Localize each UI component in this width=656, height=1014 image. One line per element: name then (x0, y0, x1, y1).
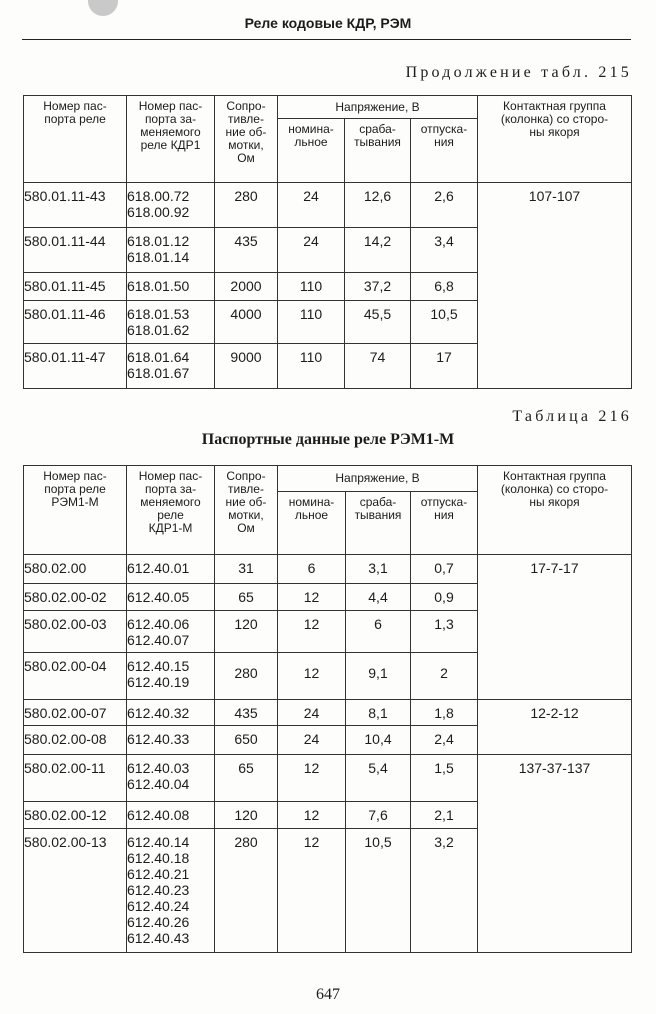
header-voltage: Напряжение, В (278, 466, 478, 492)
header-replaced-passport: Номер пас- порта за- меняемого реле КДР1 (127, 96, 215, 183)
pickup-voltage-cell: 9,1 (346, 653, 411, 700)
pickup-voltage-cell: 10,5 (346, 829, 411, 953)
release-voltage-cell: 6,8 (411, 273, 478, 301)
header-rule (22, 39, 631, 40)
replaced-passport-cell: 618.00.72 618.00.92 (127, 183, 215, 228)
contact-group-cell: 12-2-12 (478, 700, 632, 755)
resistance-cell: 2000 (215, 273, 278, 301)
replaced-passport-cell: 618.01.53 618.01.62 (127, 301, 215, 344)
resistance-cell: 65 (215, 584, 278, 611)
header-passport: Номер пас- порта реле РЭМ1-М (24, 466, 127, 555)
passport-cell: 580.01.11-44 (24, 228, 127, 273)
running-head: Реле кодовые КДР, РЭМ (244, 15, 412, 31)
header-nominal: номина- льное (278, 492, 346, 555)
nominal-voltage-cell: 12 (278, 653, 346, 700)
passport-cell: 580.02.00-12 (24, 802, 127, 829)
header-release: отпуска- ния (411, 492, 478, 555)
passport-cell: 580.02.00-08 (24, 726, 127, 755)
replaced-passport-cell: 618.01.50 (127, 273, 215, 301)
table-215 (23, 95, 632, 389)
nominal-voltage-cell: 12 (278, 755, 346, 802)
table-row (24, 700, 632, 726)
replaced-passport-cell: 612.40.08 (127, 802, 215, 829)
nominal-voltage-cell: 12 (278, 829, 346, 953)
pickup-voltage-cell: 8,1 (346, 700, 411, 726)
pickup-voltage-cell: 74 (345, 344, 411, 389)
release-voltage-cell: 0,9 (411, 584, 478, 611)
resistance-cell: 120 (215, 802, 278, 829)
passport-cell: 580.02.00-07 (24, 700, 127, 726)
resistance-cell: 31 (215, 555, 278, 584)
replaced-passport-cell: 612.40.01 (127, 555, 215, 584)
replaced-passport-cell: 612.40.14 612.40.18 612.40.21 612.40.23 612.40.24 612.40.26 612.40.43 (127, 829, 215, 953)
header-contact-group: Контактная группа (колонка) со сторо- ны якоря (478, 96, 632, 183)
table-row (24, 755, 632, 802)
header-resistance: Сопро- тивле- ние об- мотки, Ом (215, 96, 278, 183)
nominal-voltage-cell: 12 (278, 611, 346, 653)
pickup-voltage-cell: 37,2 (345, 273, 411, 301)
release-voltage-cell: 2,4 (411, 726, 478, 755)
release-voltage-cell: 17 (411, 344, 478, 389)
release-voltage-cell: 0,7 (411, 555, 478, 584)
replaced-passport-cell: 612.40.05 (127, 584, 215, 611)
passport-cell: 580.02.00-02 (24, 584, 127, 611)
passport-cell: 580.02.00-13 (24, 829, 127, 953)
page-number: 647 (316, 986, 340, 1003)
passport-cell: 580.02.00-11 (24, 755, 127, 802)
nominal-voltage-cell: 24 (278, 228, 345, 273)
resistance-cell: 65 (215, 755, 278, 802)
pickup-voltage-cell: 5,4 (346, 755, 411, 802)
pickup-voltage-cell: 7,6 (346, 802, 411, 829)
pickup-voltage-cell: 14,2 (345, 228, 411, 273)
table-216-caption: Таблица 216 (512, 408, 632, 425)
replaced-passport-cell: 612.40.03 612.40.04 (127, 755, 215, 802)
nominal-voltage-cell: 12 (278, 802, 346, 829)
resistance-cell: 9000 (215, 344, 278, 389)
table-216 (23, 465, 632, 953)
release-voltage-cell: 2 (411, 653, 478, 700)
release-voltage-cell: 2,1 (411, 802, 478, 829)
replaced-passport-cell: 618.01.64 618.01.67 (127, 344, 215, 389)
replaced-passport-cell: 612.40.32 (127, 700, 215, 726)
passport-cell: 580.01.11-43 (24, 183, 127, 228)
header-voltage: Напряжение, В (278, 96, 478, 119)
header-resistance: Сопро- тивле- ние об- мотки, Ом (215, 466, 278, 555)
header-contact-group: Контактная группа (колонка) со сторо- ны якоря (478, 466, 632, 555)
table-row (24, 183, 632, 228)
table-216-title: Паспортные данные реле РЭМ1-М (201, 431, 455, 448)
nominal-voltage-cell: 110 (278, 301, 345, 344)
resistance-cell: 280 (215, 829, 278, 953)
passport-cell: 580.01.11-46 (24, 301, 127, 344)
header-replaced-passport: Номер пас- порта за- меняемого реле КДР1-М (127, 466, 215, 555)
passport-cell: 580.02.00-04 (24, 653, 127, 700)
release-voltage-cell: 1,3 (411, 611, 478, 653)
passport-cell: 580.01.11-45 (24, 273, 127, 301)
header-passport: Номер пас- порта реле (24, 96, 127, 183)
pickup-voltage-cell: 10,4 (346, 726, 411, 755)
page-corner-mark (88, 0, 118, 16)
pickup-voltage-cell: 45,5 (345, 301, 411, 344)
contact-group-cell: 107-107 (478, 183, 632, 389)
pickup-voltage-cell: 4,4 (346, 584, 411, 611)
resistance-cell: 650 (215, 726, 278, 755)
replaced-passport-cell: 612.40.06 612.40.07 (127, 611, 215, 653)
resistance-cell: 280 (215, 183, 278, 228)
header-nominal: номина- льное (278, 119, 345, 183)
header-release: отпуска- ния (411, 119, 478, 183)
contact-group-cell: 137-37-137 (478, 755, 632, 953)
release-voltage-cell: 3,2 (411, 829, 478, 953)
nominal-voltage-cell: 12 (278, 584, 346, 611)
resistance-cell: 280 (215, 653, 278, 700)
table-215-caption: Продолжение табл. 215 (405, 64, 632, 81)
passport-cell: 580.01.11-47 (24, 344, 127, 389)
resistance-cell: 435 (215, 228, 278, 273)
replaced-passport-cell: 612.40.33 (127, 726, 215, 755)
header-pickup: сраба- тывания (345, 119, 411, 183)
release-voltage-cell: 1,8 (411, 700, 478, 726)
replaced-passport-cell: 612.40.15 612.40.19 (127, 653, 215, 700)
nominal-voltage-cell: 24 (278, 183, 345, 228)
release-voltage-cell: 3,4 (411, 228, 478, 273)
header-pickup: сраба- тывания (346, 492, 411, 555)
release-voltage-cell: 10,5 (411, 301, 478, 344)
replaced-passport-cell: 618.01.12 618.01.14 (127, 228, 215, 273)
pickup-voltage-cell: 12,6 (345, 183, 411, 228)
nominal-voltage-cell: 6 (278, 555, 346, 584)
nominal-voltage-cell: 110 (278, 344, 345, 389)
table-row (24, 555, 632, 584)
resistance-cell: 435 (215, 700, 278, 726)
passport-cell: 580.02.00 (24, 555, 127, 584)
release-voltage-cell: 2,6 (411, 183, 478, 228)
resistance-cell: 4000 (215, 301, 278, 344)
release-voltage-cell: 1,5 (411, 755, 478, 802)
nominal-voltage-cell: 24 (278, 700, 346, 726)
nominal-voltage-cell: 24 (278, 726, 346, 755)
pickup-voltage-cell: 3,1 (346, 555, 411, 584)
nominal-voltage-cell: 110 (278, 273, 345, 301)
contact-group-cell: 17-7-17 (478, 555, 632, 700)
passport-cell: 580.02.00-03 (24, 611, 127, 653)
pickup-voltage-cell: 6 (346, 611, 411, 653)
resistance-cell: 120 (215, 611, 278, 653)
